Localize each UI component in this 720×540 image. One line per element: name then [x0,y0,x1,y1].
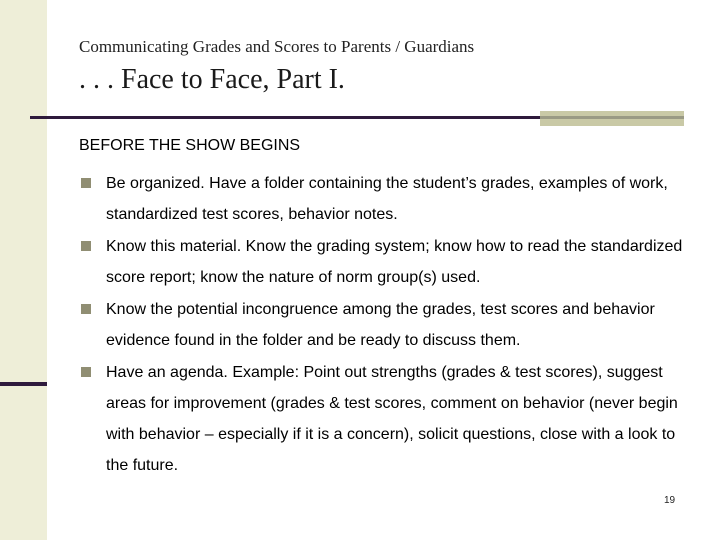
bullet-text: Know this material. Know the grading system; know how to read the standardized score report; know the nature of norm group(s) used. [106,238,683,286]
bullet-item [79,357,699,481]
bullet-text: Have an agenda. Example: Point out strengths (grades & test scores), suggest areas for improvement (grades & test scores, comment on behavior (never begin with behavior – especially if it is a concern), solicit questions, close with a look to the future. [106,364,678,474]
slide-subtitle: Communicating Grades and Scores to Parents / Guardians [79,37,475,56]
square-bullet-icon [81,241,91,251]
bullet-text: Know the potential incongruence among the grades, test scores and behavior evidence found in the folder and be ready to discuss them. [106,301,655,349]
square-bullet-icon [81,178,91,188]
title-divider-accent-line [540,116,684,119]
page-number: 19 [664,495,676,506]
bullet-item [79,231,699,293]
bullet-list [79,168,699,482]
title-divider [30,116,540,119]
slide-title: . . . Face to Face, Part I. [79,64,345,95]
bullet-text: Be organized. Have a folder containing the student’s grades, examples of work, standardized test scores, behavior notes. [106,175,668,223]
square-bullet-icon [81,367,91,377]
square-bullet-icon [81,304,91,314]
left-decorative-band [0,0,47,540]
bullet-item [79,294,699,356]
section-heading: BEFORE THE SHOW BEGINS [79,137,301,154]
left-accent-bar [0,382,47,386]
bullet-item [79,168,699,230]
